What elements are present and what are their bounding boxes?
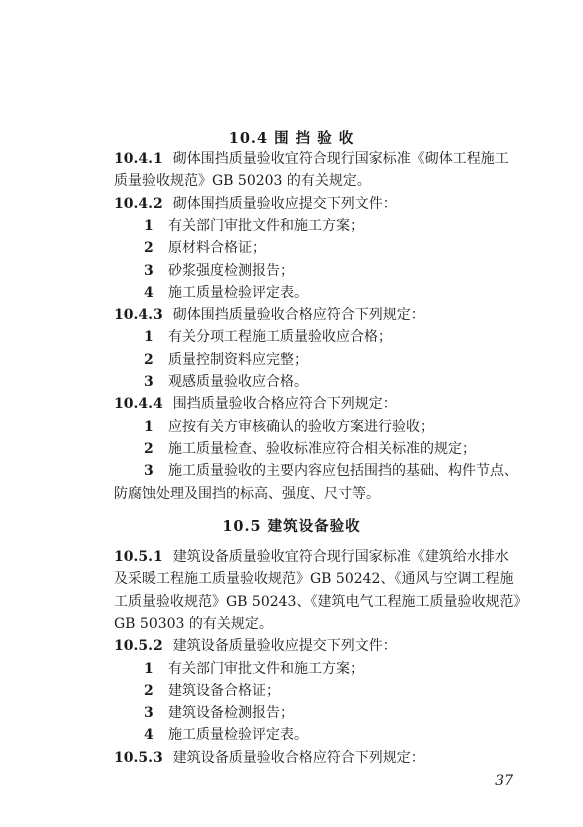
line-text: 有关部门审批文件和施工方案； [168,218,364,234]
item-number: 3 [144,374,154,390]
item-number: 4 [144,285,154,301]
clause-line [114,635,529,657]
line-text: 工质量验收规范》GB 50243、《建筑电气工程施工质量验收规范》 [114,594,528,610]
line-text: 施工质量验收的主要内容应包括围挡的基础、构件节点、 [168,463,518,479]
list-item [144,260,529,282]
item-number: 2 [144,352,154,368]
clause-number: 10.4.1 [114,151,163,167]
item-number: 1 [144,329,154,345]
line-text: 有关分项工程施工质量验收应合格； [168,329,392,345]
item-number: 1 [144,419,154,435]
list-item [144,326,529,348]
clause-line [114,304,529,326]
item-number: 1 [144,218,154,234]
section-title: 10.4 围 挡 验 收 [228,130,355,147]
line-text: 防腐蚀处理及围挡的标高、强度、尺寸等。 [114,486,380,502]
item-number: 3 [144,705,154,721]
list-item [144,349,529,371]
item-number: 3 [144,263,154,279]
list-item [144,724,529,746]
line-text: 建筑设备检测报告； [168,705,294,721]
clause-number: 10.4.3 [114,307,163,323]
item-number: 3 [144,463,154,479]
clause-line [114,193,529,215]
line-text: 质量控制资料应完整； [168,352,308,368]
list-item [144,282,529,304]
line-text: 施工质量检验评定表。 [168,285,308,301]
section-title: 10.5 建筑设备验收 [222,518,361,535]
line-text: GB 50303 的有关规定。 [114,616,273,632]
item-number: 4 [144,727,154,743]
line-text: 砌体围挡质量验收宜符合现行国家标准《砌体工程施工 [172,151,509,167]
line-text: 建筑设备合格证； [168,683,280,699]
line-text: 建筑设备质量验收合格应符合下列规定： [172,750,425,766]
line-text: 建筑设备质量验收应提交下列文件： [172,638,397,654]
list-item [144,658,529,680]
clause-number: 10.4.4 [114,396,163,412]
continuation-line [114,613,529,635]
list-item [144,460,529,482]
continuation-line [114,568,529,590]
line-text: 质量验收规范》GB 50203 的有关规定。 [114,173,371,189]
line-text: 建筑设备质量验收宜符合现行国家标准《建筑给水排水 [172,549,509,565]
line-text: 原材料合格证； [168,240,266,256]
clause-line [114,393,529,415]
list-item [144,680,529,702]
clause-number: 10.5.3 [114,750,163,766]
clause-line [114,546,529,568]
clause-number: 10.4.2 [114,196,163,212]
line-text: 砌体围挡质量验收应提交下列文件： [172,196,397,212]
list-item [144,702,529,724]
line-text: 砂浆强度检测报告； [168,263,294,279]
item-number: 2 [144,683,154,699]
list-item [144,416,529,438]
item-number: 1 [144,661,154,677]
list-item [144,438,529,460]
continuation-line [114,591,529,613]
line-text: 围挡质量验收合格应符合下列规定： [172,396,397,412]
line-text: 及采暖工程施工质量验收规范》GB 50242、《通风与空调工程施 [114,571,514,587]
line-text: 砌体围挡质量验收合格应符合下列规定： [172,307,425,323]
continuation-line [114,483,529,505]
page-number: 37 [495,773,513,789]
clause-line [114,148,529,170]
list-item [144,215,529,237]
clause-line [114,747,529,769]
list-item [144,237,529,259]
line-text: 有关部门审批文件和施工方案； [168,661,364,677]
item-number: 2 [144,240,154,256]
line-text: 应按有关方审核确认的验收方案进行验收； [168,419,434,435]
clause-number: 10.5.2 [114,638,163,654]
continuation-line [114,170,529,192]
list-item [144,371,529,393]
clause-number: 10.5.1 [114,549,163,565]
line-text: 观感质量验收应合格。 [168,374,308,390]
item-number: 2 [144,441,154,457]
line-text: 施工质量检验评定表。 [168,727,308,743]
line-text: 施工质量检查、验收标准应符合相关标准的规定； [168,441,476,457]
